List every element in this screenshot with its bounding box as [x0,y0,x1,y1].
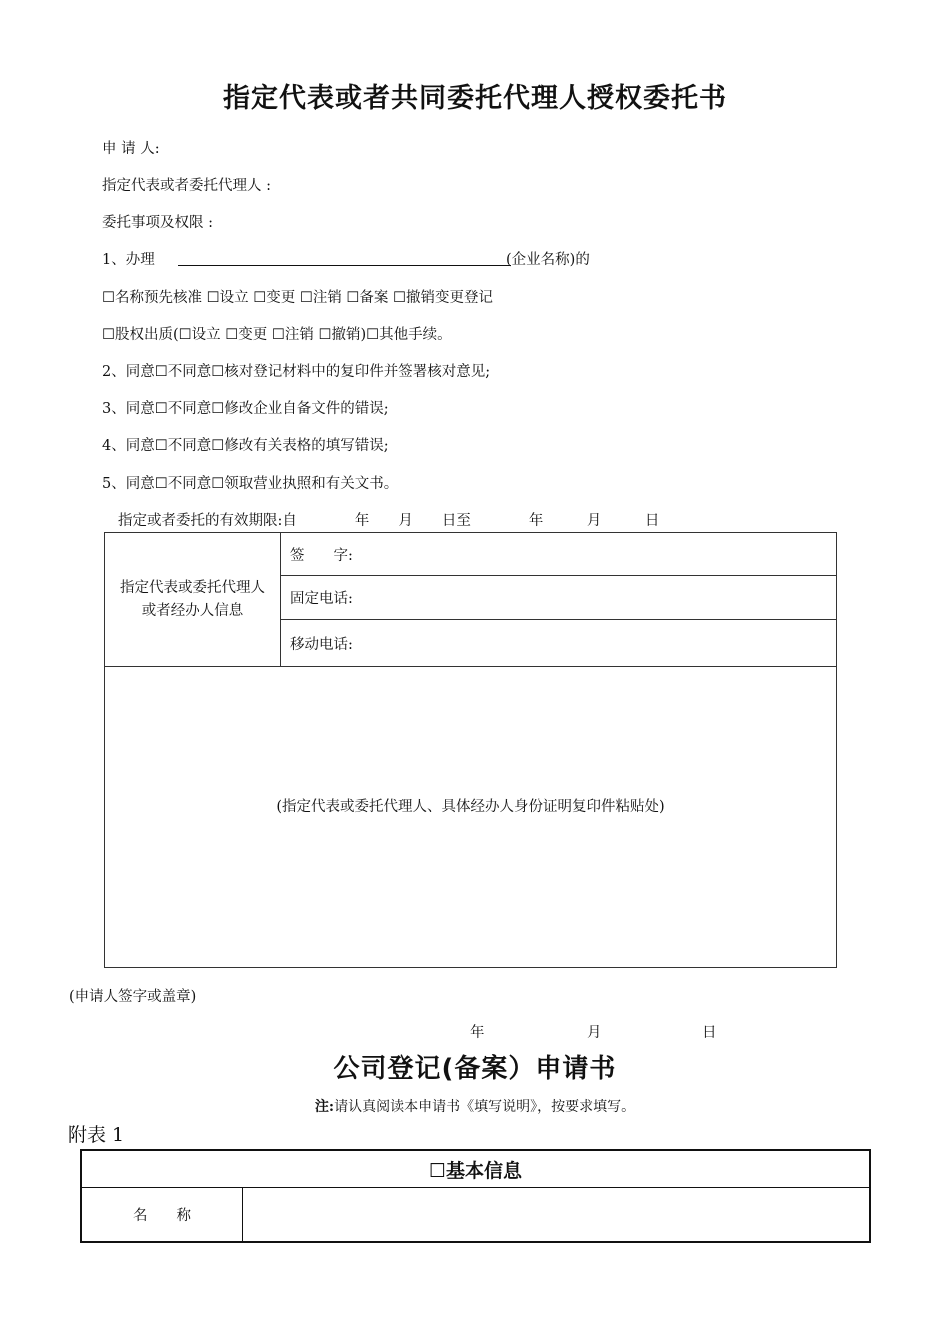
landline-label: 固定电话: [290,591,353,607]
date-year: 年 [470,1025,485,1041]
company-name-blank[interactable] [178,265,511,266]
agent-info-table [104,532,837,968]
basic-info-table [80,1149,871,1243]
item1-options-a: ☐名称预先核准 ☐设立 ☐变更 ☐注销 ☐备案 ☐撤销变更登记 [102,290,494,306]
note-bold: 注: [314,1099,335,1115]
validity-period: 指定或者委托的有效期限:自 年 月 日至 年 月 日 [118,513,660,529]
date-month: 月 [587,1025,602,1041]
landline-row[interactable] [281,576,836,620]
name-field[interactable] [243,1188,869,1241]
item1-suffix: (企业名称)的 [506,252,590,268]
applicant-label: 申 请 人: [102,141,160,157]
item2: 2、同意☐不同意☐核对登记材料中的复印件并签署核对意见; [102,364,491,380]
mobile-row[interactable] [281,620,836,667]
item3: 3、同意☐不同意☐修改企业自备文件的错误; [102,401,389,417]
item5: 5、同意☐不同意☐领取营业执照和有关文书。 [102,476,399,492]
page-title: 指定代表或者共同委托代理人授权委托书 [223,83,727,114]
application-title: 公司登记(备案）申请书 [333,1054,617,1084]
attachment-label: 附表 1 [68,1124,125,1146]
item1-options-b: ☐股权出质(☐设立 ☐变更 ☐注销 ☐撤销)☐其他手续。 [102,327,452,343]
name-label: 名 称 [82,1188,243,1241]
item1-prefix: 1、办理 [102,252,155,268]
fill-note [0,1096,950,1116]
note-text: 请认真阅读本申请书《填写说明》，按要求填写。 [334,1099,636,1115]
agent-info-label: 指定代表或委托代理人或者经办人信息 [105,533,281,667]
basic-info-header: ☐基本信息 [82,1151,869,1188]
applicant-signature-label: (申请人签字或盖章) [69,989,197,1005]
mobile-label: 移动电话: [290,636,353,653]
agent-label: 指定代表或者委托代理人 : [102,178,271,194]
signature-label: 签 字: [290,547,353,564]
matters-label: 委托事项及权限 : [102,215,213,231]
signature-row[interactable] [281,533,836,576]
date-day: 日 [702,1025,717,1041]
item4: 4、同意☐不同意☐修改有关表格的填写错误; [102,438,389,454]
id-copy-paste-area: (指定代表或委托代理人、具体经办人身份证明复印件粘贴处) [276,799,665,815]
